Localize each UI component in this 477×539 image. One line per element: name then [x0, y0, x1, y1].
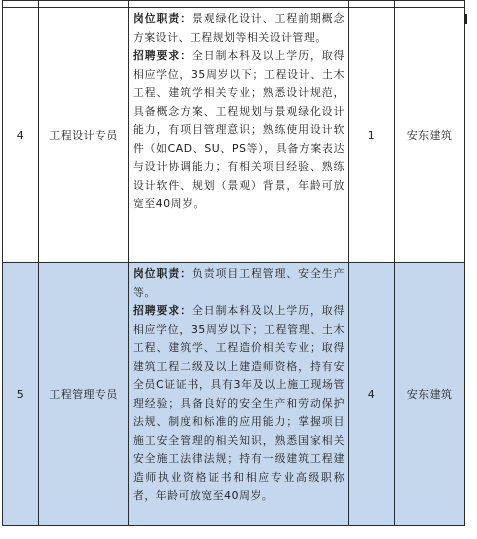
stub-cell — [39, 1, 129, 8]
table-row — [3, 8, 465, 263]
duties-label: 岗位职责： — [133, 267, 192, 280]
requirements-label: 招聘要求： — [133, 49, 192, 62]
employer-name: 安东建筑 — [395, 263, 465, 526]
requirements-paragraph — [133, 302, 345, 506]
stub-cell — [3, 1, 39, 8]
row-index: 4 — [3, 8, 39, 263]
recruitment-table — [2, 0, 465, 526]
duties-label: 岗位职责： — [133, 12, 192, 25]
requirements-paragraph — [133, 47, 345, 214]
job-description — [129, 8, 349, 263]
hiring-count: 4 — [349, 263, 395, 526]
recruitment-table-sheet — [2, 0, 464, 529]
requirements-text: 全日制本科及以上学历，取得相应学位，35周岁以下；工程管理、土木工程、建筑学、工程造价相关专业；取得建筑工程二级及以上建造师资格，持有安全员C证证书，具有3年及以上施工现场管理经验；具备良好的安全生产和劳动保护法规、制度和标准的应用能力；掌握项目施工安全管理的相关知识，熟悉国家相关安全施工法律法规；持有一级建筑工程建造师执业资格证书和相应专业高级职称者，年龄可放宽至40周岁。 — [133, 304, 345, 502]
previous-row-stub — [3, 1, 465, 8]
duties-paragraph — [133, 10, 345, 47]
stub-cell — [395, 1, 465, 8]
position-name: 工程设计专员 — [39, 8, 129, 263]
table-row — [3, 263, 465, 526]
stub-cell — [129, 1, 349, 8]
duties-paragraph — [133, 265, 345, 302]
job-description — [129, 263, 349, 526]
hiring-count: 1 — [349, 8, 395, 263]
adjacent-sheet-edge — [464, 14, 467, 24]
stub-cell — [349, 1, 395, 8]
position-name: 工程管理专员 — [39, 263, 129, 526]
requirements-label: 招聘要求： — [133, 304, 192, 317]
duties-text: 负责项目工程管理、安全生产等。 — [133, 267, 345, 299]
row-index: 5 — [3, 263, 39, 526]
duties-text: 景观绿化设计、工程前期概念方案设计、工程规划等相关设计管理。 — [133, 12, 345, 44]
requirements-text: 全日制本科及以上学历，取得相应学位，35周岁以下；工程设计、土木工程、建筑学相关专业；熟悉设计规范，具备概念方案、工程规划与景观绿化设计能力，有项目管理意识；熟练使用设计软件（如CAD、SU、PS等），具备方案表达与设计协调能力；有相关项目经验、熟练设计软件、规划（景观）背景，年龄可放宽至40周岁。 — [133, 49, 345, 210]
employer-name: 安东建筑 — [395, 8, 465, 263]
